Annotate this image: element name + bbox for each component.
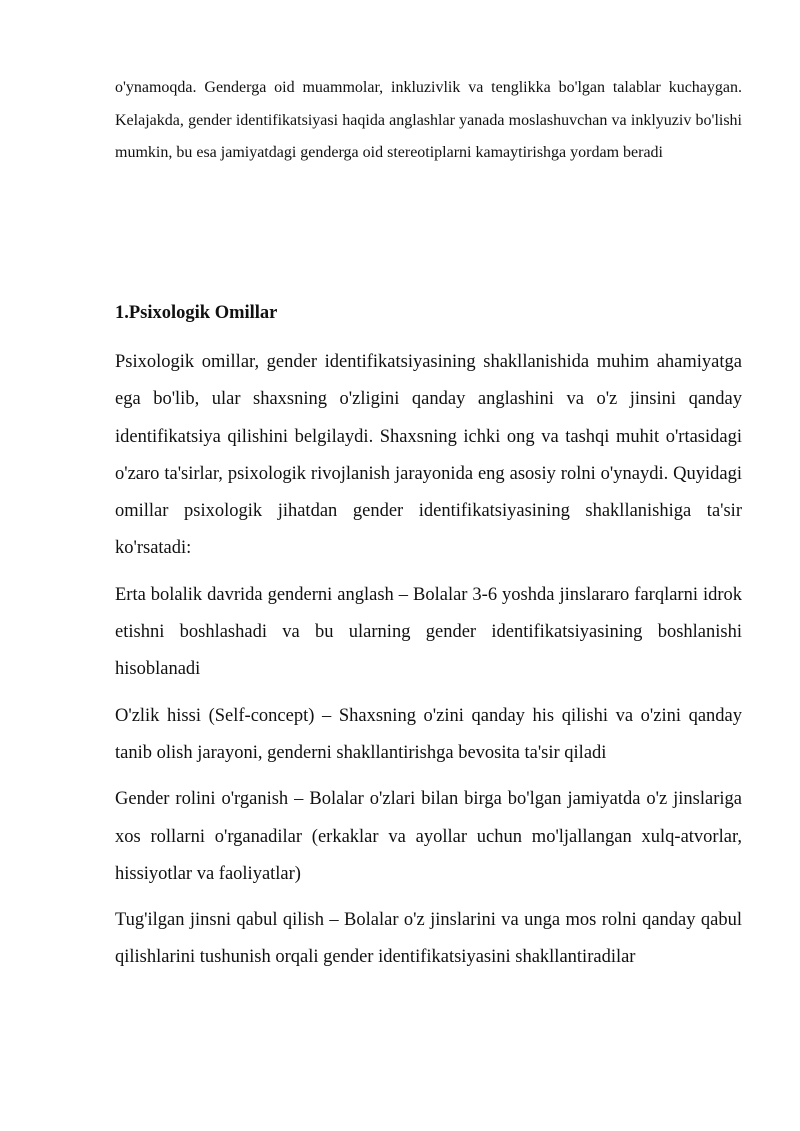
paragraph-gender-role: Gender rolini o'rganish – Bolalar o'zlari bilan birga bo'lgan jamiyatda o'z jinslariga xos rollarni o'rganadilar (erkaklar va ayollar uchun mo'ljallangan xulq-atvorlar, hissiyotlar va faoliyatlar) <box>115 789 742 884</box>
paragraph-overview: Psixologik omillar, gender identifikatsiyasining shakllanishida muhim ahamiyatga ega bo'lib, ular shaxsning o'zligini qanday anglashini va o'z jinsini qanday identifikatsiya qilishini belgilaydi. Shaxsning ichki ong va tashqi muhit o'rtasidagi o'zaro ta'sirlar, psixologik rivojlanish jarayonida eng asosiy rolni o'ynaydi. Quyidagi omillar psixologik jihatdan gender identifikatsiyasining shakllanishiga ta'sir ko'rsatadi: <box>115 352 742 559</box>
section-heading: 1.Psixologik Omillar <box>115 303 278 323</box>
paragraph-self-concept: O'zlik hissi (Self-concept) – Shaxsning o'zini qanday his qilishi va o'zini qanday tanib olish jarayoni, genderni shakllantirishga bevosita ta'sir qiladi <box>115 705 742 763</box>
paragraph-early-childhood: Erta bolalik davrida genderni anglash – Bolalar 3-6 yoshda jinslararo farqlarni idrok etishni boshlashadi va bu ularning gender identifikatsiyasining boshlanishi hisoblanadi <box>115 584 742 680</box>
document-page <box>115 72 742 968</box>
paragraph-accepting-sex: Tug'ilgan jinsni qabul qilish – Bolalar o'z jinslarini va unga mos rolni qanday qabul qilishlarini tushunish orqali gender identifikatsiyasini shakllantiradilar <box>115 910 742 968</box>
intro-paragraph: o'ynamoqda. Genderga oid muammolar, inkluzivlik va tenglikka bo'lgan talablar kuchaygan. Kelajakda, gender identifikatsiyasi haqida anglashlar yanada moslashuvchan va inklyuziv bo'lishi mumkin, bu esa jamiyatdagi genderga oid stereotiplarni kamaytirishga yordam beradi <box>115 79 742 161</box>
section-body <box>115 344 742 986</box>
